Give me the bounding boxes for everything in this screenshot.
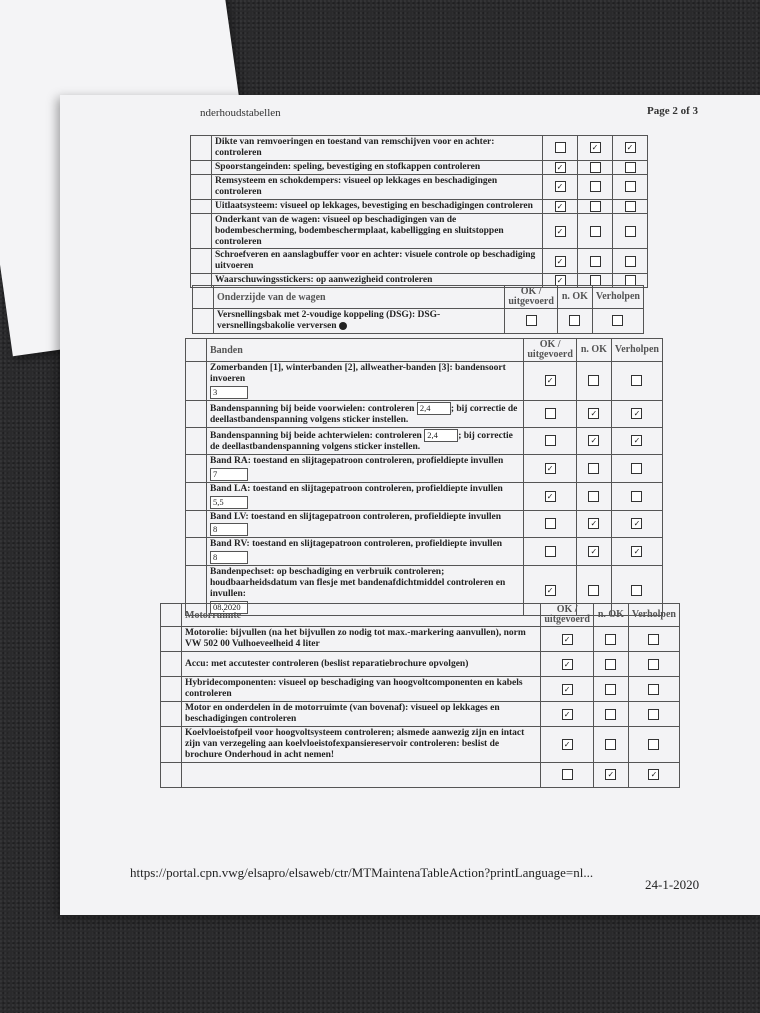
spacer-cell [161,702,182,727]
checkbox-fixed[interactable] [631,491,642,502]
value-field[interactable]: 7 [210,468,248,481]
value-field[interactable]: 8 [210,523,248,536]
row-label: Accu: met accutester controleren (beslist reparatiebrochure opvolgen) [185,658,469,669]
row-text [182,627,541,652]
check-cell [578,174,613,199]
spacer-cell [161,604,182,627]
checkbox-nok[interactable] [588,375,599,386]
spacer-cell [186,454,207,482]
spacer-cell [191,174,212,199]
value-field[interactable]: 2,4 [417,402,451,415]
check-cell [524,510,577,538]
checkbox-ok[interactable]: ✓ [562,684,573,695]
section-header-row [186,339,663,362]
checkbox-fixed[interactable] [648,659,659,670]
check-cell [576,400,611,427]
value-field[interactable]: 3 [210,386,248,399]
check-cell [557,309,592,334]
row-label: Zomerbanden [1], winterbanden [2], allweather-banden [3]: bandensoort invoeren [210,363,506,384]
row-label: Uitlaatsysteem: visueel op lekkages, bevestiging en beschadigingen controleren [215,200,533,211]
checkbox-fixed[interactable] [625,162,636,173]
checkbox-nok[interactable] [605,739,616,750]
table-row [161,677,680,702]
check-cell [541,627,594,652]
column-header-fixed: Verholpen [611,339,662,362]
check-cell [543,136,578,161]
column-header-ok: OK / uitgevoerd [505,286,558,309]
checkbox-ok[interactable]: ✓ [545,491,556,502]
spacer-cell [161,627,182,652]
table-row [186,362,663,401]
footer-date: 24-1-2020 [645,877,700,892]
checkbox-fixed[interactable]: ✓ [631,435,642,446]
row-label: Hybridecomponenten: visueel op beschadiging van hoogvoltcomponenten en kabels controleren [185,678,523,699]
check-cell [611,362,662,401]
table-row [191,213,648,249]
check-cell [593,627,628,652]
check-cell [543,249,578,274]
check-cell [576,427,611,454]
checklist-page [60,95,760,915]
checkbox-fixed[interactable] [631,463,642,474]
check-cell [578,160,613,174]
checkbox-nok[interactable]: ✓ [588,546,599,557]
row-label: Band LV: toestand en slijtagepatroon controleren, profieldiepte invullen [210,511,502,522]
checkbox-fixed[interactable] [631,585,642,596]
checkbox-ok[interactable]: ✓ [562,659,573,670]
row-label: Bandenpechset: op beschadiging en verbruik controleren; houdbaarheidsdatum van flesje met bandenafdichtmiddel controleren en invullen: [210,567,506,600]
check-cell [613,249,648,274]
check-cell [628,702,679,727]
page-number: Page 2 of 3 [646,105,698,117]
check-cell [611,482,662,510]
checkbox-nok[interactable] [569,315,580,326]
checkbox-ok[interactable]: ✓ [555,181,566,192]
spacer-cell [186,339,207,362]
spacer-cell [193,286,214,309]
row-label: Bandenspanning bij beide achterwielen: controleren [210,430,422,441]
check-cell [576,510,611,538]
check-cell [611,454,662,482]
table-row [161,727,680,763]
spacer-cell [161,762,182,787]
value-field[interactable]: 8 [210,551,248,564]
row-text [207,400,524,427]
checkbox-nok[interactable]: ✓ [605,769,616,780]
check-cell [613,136,648,161]
checkbox-ok[interactable]: ✓ [562,634,573,645]
check-cell [611,538,662,566]
row-text [182,652,541,677]
checkbox-nok[interactable]: ✓ [588,435,599,446]
table-row [193,309,644,334]
checkbox-fixed[interactable] [612,315,623,326]
checkbox-nok[interactable] [590,226,601,237]
checkbox-ok[interactable]: ✓ [555,201,566,212]
section-header-row [161,604,680,627]
spacer-cell [161,677,182,702]
row-text [212,136,543,161]
check-cell [524,427,577,454]
check-cell [541,702,594,727]
table-row [186,454,663,482]
row-label: Onderkant van de wagen: visueel op beschadigingen van de bodembescherming, bodembeschermplaat, kabelligging en sluitstoppen controleren [215,214,504,247]
column-header-ok: OK / uitgevoerd [524,339,577,362]
spacer-cell [186,482,207,510]
row-text [214,309,505,334]
spacer-cell [186,427,207,454]
inspection-table-onderzijde [192,285,644,334]
check-cell [524,538,577,566]
check-cell [543,174,578,199]
row-text [182,702,541,727]
spacer-cell [193,309,214,334]
check-cell [576,538,611,566]
row-label-suffix: ; bij correctie de deellastbandenspanning volgens sticker instellen. [210,430,513,452]
value-field[interactable]: 08.2020 [210,601,248,614]
spacer-cell [191,249,212,274]
checkbox-fixed[interactable] [625,226,636,237]
checkbox-nok[interactable] [605,659,616,670]
checkbox-nok[interactable] [590,256,601,267]
row-label: Koelvloeistofpeil voor hoogvoltsysteem controleren; alsmede aanwezig zijn en intact zijn van verzegeling aan koelvloeistofexpansiereservoir controleren: beslist de brochure Onderhoud in acht nemen! [185,728,525,760]
spacer-cell [191,213,212,249]
table-row [186,482,663,510]
checkbox-nok[interactable] [588,585,599,596]
checkbox-fixed[interactable]: ✓ [631,518,642,529]
checkbox-fixed[interactable]: ✓ [631,546,642,557]
row-label: Motor en onderdelen in de motorruimte (van bovenaf): visueel op lekkages en beschadigingen controleren [185,703,500,724]
row-text [182,677,541,702]
check-cell [524,482,577,510]
row-text [182,762,541,787]
table-row [186,427,663,454]
check-cell [541,677,594,702]
check-cell [576,362,611,401]
spacer-cell [191,136,212,161]
table-row [191,249,648,274]
checkbox-nok[interactable] [605,709,616,720]
row-text [182,727,541,763]
table-row [161,702,680,727]
checkbox-nok[interactable] [590,201,601,212]
checkbox-ok[interactable]: ✓ [555,226,566,237]
check-cell [613,199,648,213]
check-cell [592,309,643,334]
row-text [207,482,524,510]
check-cell [628,762,679,787]
checkbox-ok[interactable] [545,435,556,446]
check-cell [578,249,613,274]
check-cell [628,627,679,652]
check-cell [611,400,662,427]
checkbox-ok[interactable]: ✓ [545,463,556,474]
row-label: Schroefveren en aanslagbuffer voor en achter: visuele controle op beschadiging uitvoeren [215,250,536,272]
checkbox-ok[interactable] [545,408,556,419]
row-label: Spoorstangeinden: speling, bevestiging en stofkappen controleren [215,161,481,172]
checkbox-fixed[interactable] [648,739,659,750]
spacer-cell [191,160,212,174]
checkbox-ok[interactable] [526,315,537,326]
check-cell [541,762,594,787]
row-label: Band RV: toestand en slijtagepatroon controleren, profieldiepte invullen [210,539,503,550]
row-text [212,213,543,249]
section-header-row [193,286,644,309]
table-row [186,400,663,427]
row-text [212,249,543,274]
check-cell [541,652,594,677]
check-cell [578,199,613,213]
row-label: Remsysteem en schokdempers: visueel op lekkages en beschadigingen controleren [215,175,498,197]
check-cell [524,400,577,427]
table-row [186,510,663,538]
row-label: Versnellingsbak met 2-voudige koppeling (DSG): DSG-versnellingsbakolie verversen [217,310,441,331]
spacer-cell [161,727,182,763]
inspection-table-top [190,135,648,288]
checkbox-ok[interactable]: ✓ [555,275,566,286]
row-text [207,510,524,538]
checkbox-ok[interactable]: ✓ [545,375,556,386]
checkbox-fixed[interactable] [625,256,636,267]
column-header-ok: OK / uitgevoerd [541,604,594,627]
check-cell [613,213,648,249]
checkbox-nok[interactable] [588,463,599,474]
check-cell [593,762,628,787]
checkbox-ok[interactable]: ✓ [545,585,556,596]
footer-url: https://portal.cpn.vwg/elsapro/elsaweb/ctr/MTMaintenaTableAction?printLanguage=nl... [130,865,594,880]
spacer-cell [186,538,207,566]
check-cell [611,510,662,538]
check-cell [543,213,578,249]
checkbox-ok[interactable]: ✓ [555,162,566,173]
check-cell [628,652,679,677]
row-text [212,160,543,174]
check-cell [613,174,648,199]
table-row [161,652,680,677]
table-row [186,538,663,566]
checkbox-fixed[interactable] [631,375,642,386]
check-cell [611,427,662,454]
value-field[interactable]: 5,5 [210,496,248,509]
row-text [207,427,524,454]
checkbox-ok[interactable] [545,518,556,529]
check-cell [578,136,613,161]
check-cell [593,677,628,702]
checkbox-fixed[interactable]: ✓ [648,769,659,780]
section-title: Motorruimte [182,604,541,627]
row-label: Bandenspanning bij beide voorwielen: controleren [210,403,415,414]
spacer-cell [191,199,212,213]
row-label: Band LA: toestand en slijtagepatroon controleren, profieldiepte invullen [210,483,503,494]
checkbox-ok[interactable] [545,546,556,557]
checkbox-fixed[interactable] [625,201,636,212]
column-header-fixed: Verholpen [628,604,679,627]
checkbox-fixed[interactable] [625,181,636,192]
check-cell [593,727,628,763]
check-cell [524,454,577,482]
checkbox-nok[interactable] [605,634,616,645]
checkbox-nok[interactable] [590,181,601,192]
section-title: Onderzijde van de wagen [214,286,505,309]
check-cell [593,652,628,677]
checkbox-fixed[interactable] [648,709,659,720]
check-cell [613,160,648,174]
checkbox-ok[interactable] [555,142,566,153]
check-cell [578,213,613,249]
info-dot-icon [339,322,347,330]
value-field[interactable]: 2,4 [424,429,458,442]
inspection-table-motorruimte [160,603,680,788]
section-title: Banden [207,339,524,362]
check-cell [541,727,594,763]
checkbox-nok[interactable] [605,684,616,695]
row-text [212,199,543,213]
checkbox-fixed[interactable]: ✓ [625,142,636,153]
checkbox-nok[interactable] [588,491,599,502]
checkbox-ok[interactable]: ✓ [555,256,566,267]
check-cell [505,309,558,334]
check-cell [524,362,577,401]
table-row [161,762,680,787]
checkbox-nok[interactable]: ✓ [588,518,599,529]
row-text [212,174,543,199]
check-cell [628,727,679,763]
checkbox-ok[interactable] [562,769,573,780]
column-header-nok: n. OK [557,286,592,309]
row-text [207,362,524,401]
checkbox-nok[interactable]: ✓ [590,142,601,153]
check-cell [543,160,578,174]
checkbox-ok[interactable]: ✓ [562,709,573,720]
spacer-cell [186,400,207,427]
page-header-title: nderhoudstabellen [200,107,281,119]
check-cell [576,482,611,510]
table-row [191,160,648,174]
inspection-table-banden [185,338,663,616]
column-header-nok: n. OK [593,604,628,627]
check-cell [628,677,679,702]
table-row [191,199,648,213]
row-text [207,454,524,482]
row-label: Band RA: toestand en slijtagepatroon controleren, profieldiepte invullen [210,455,504,466]
checkbox-fixed[interactable] [648,684,659,695]
table-row [191,174,648,199]
check-cell [576,454,611,482]
column-header-fixed: Verholpen [592,286,643,309]
table-row [161,627,680,652]
row-label: Waarschuwingsstickers: op aanwezigheid controleren [215,275,433,286]
checkbox-fixed[interactable] [648,634,659,645]
spacer-cell [186,362,207,401]
table-row [191,136,648,161]
spacer-cell [161,652,182,677]
row-label: Motorolie: bijvullen (na het bijvullen zo nodig tot max.-markering aanvullen), norm VW 502 00 Vulhoeveelheid 4 liter [185,628,526,649]
checkbox-fixed[interactable]: ✓ [631,408,642,419]
row-label-suffix: ; bij correctie de deellastbandenspanning volgens sticker instellen. [210,403,518,425]
check-cell [543,199,578,213]
check-cell [593,702,628,727]
checkbox-ok[interactable]: ✓ [562,739,573,750]
checkbox-nok[interactable] [590,162,601,173]
column-header-nok: n. OK [576,339,611,362]
spacer-cell [186,510,207,538]
checkbox-nok[interactable]: ✓ [588,408,599,419]
row-label: Dikte van remvoeringen en toestand van remschijven voor en achter: controleren [215,137,495,158]
row-text [207,538,524,566]
